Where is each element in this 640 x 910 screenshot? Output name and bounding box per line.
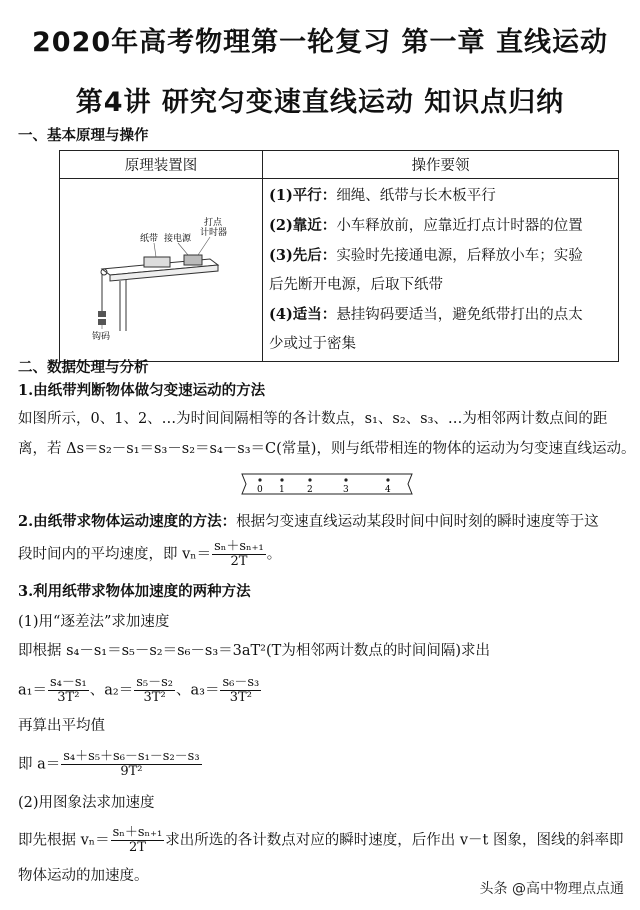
method2-line2: 物体运动的加速度。 (18, 868, 149, 884)
tick-label: 4 (385, 485, 391, 495)
method2-line1: 即先根据 vₙ＝ $\frac{\text{sₙ＋sₙ₊₁}}{2T}$ 求出所选的各计数点对应的瞬时速度，后作出 v－t 图象，图线的斜率即 (18, 825, 624, 855)
principle-table (59, 150, 619, 362)
method1-title: (1)用“逐差法”求加速度 (18, 614, 170, 630)
a1-fraction: $\frac{\text{s₄－s₁}}{\text{3T²}}$ (49, 675, 87, 705)
section-heading-2: 二、数据处理与分析 (18, 360, 149, 376)
label-tape: 纸带 (140, 234, 159, 244)
apparatus-diagram (60, 179, 260, 351)
method1-equation: 即根据 s₄－s₁＝s₅－s₂＝s₆－s₃＝3aT²(T为相邻两计数点的时间间隔)求出 (18, 643, 490, 659)
subsection-title-3: 3.利用纸带求物体加速度的两种方法 (18, 583, 251, 600)
page-subtitle: 第4讲 研究匀变速直线运动 知识点归纳 (75, 87, 565, 118)
a3-fraction: $\frac{\text{s₆－s₃}}{\text{3T²}}$ (222, 675, 260, 705)
avg-accel-fraction: $\frac{\text{s₄＋s₅＋s₆－s₁－s₂－s₃}}{\text{9T²}}$ (63, 749, 200, 779)
label-weight: 钩码 (92, 332, 111, 342)
tick-label: 1 (279, 485, 285, 495)
a2-fraction: $\frac{\text{s₅－s₂}}{\text{3T²}}$ (136, 675, 173, 705)
s1-paragraph-line1: 如图所示，0、1、2、…为时间间隔相等的各计数点，s₁、s₂、s₃、…为相邻两计数点间的距 (18, 411, 608, 427)
op-item: 后先断开电源，后取下纸带 (269, 277, 443, 293)
op-item: (3)先后：实验时先接通电源，后释放小车；实验 (269, 247, 583, 264)
op-item: (1)平行：细绳、纸带与长木板平行 (269, 187, 496, 204)
method2-fraction: $\frac{\text{sₙ＋sₙ₊₁}}{2T}$ (112, 825, 163, 855)
tick-label: 0 (257, 485, 263, 495)
s2-line1: 2.由纸带求物体运动速度的方法：根据匀变速直线运动某段时间中间时刻的瞬时速度等于这 (18, 513, 599, 530)
op-item: (4)适当：悬挂钩码要适当，避免纸带打出的点太 (269, 306, 583, 323)
subsection-title-2: 2.由纸带求物体运动速度的方法： (18, 513, 237, 530)
weight (98, 319, 106, 325)
table-header-right: 操作要领 (263, 151, 619, 179)
timer (184, 255, 202, 265)
s2-line2: 段时间内的平均速度，即 vₙ＝ $\frac{\text{sₙ＋sₙ₊₁}}{2T}$ 。 (18, 539, 282, 569)
tape-dot (386, 478, 389, 481)
accel-fractions: a₁＝ $\frac{\text{s₄－s₁}}{\text{3T²}}$ 、a₂＝ $\frac{\text{s₅－s₂}}{\text{3T²}}$ 、a₃＝ $\frac{\text{s₆－s₃}}{\text{3T²}}$ (18, 675, 260, 705)
label-timer: 打点 (204, 218, 223, 228)
tape-dot (344, 478, 347, 481)
tape-dot (258, 478, 261, 481)
section-heading-1: 一、基本原理与操作 (18, 128, 149, 144)
tape-diagram (238, 470, 416, 498)
apparatus-cell (60, 179, 263, 362)
method2-title: (2)用图象法求加速度 (18, 795, 155, 811)
ops-cell (263, 179, 619, 362)
label-power: 接电源 (164, 234, 192, 244)
s1-paragraph-line2: 离，若 Δs＝s₂－s₁＝s₃－s₂＝s₄－s₃＝C(常量)，则与纸带相连的物体的运动为匀变速直线运动。 (18, 441, 636, 457)
tick-label: 2 (307, 485, 313, 495)
tape-dot (280, 478, 283, 481)
tick-label: 3 (343, 485, 349, 495)
op-item: (2)靠近：小车释放前，应靠近打点计时器的位置 (269, 217, 583, 234)
subsection-title-1: 1.由纸带判断物体做匀变速运动的方法 (18, 382, 266, 399)
table-header-left: 原理装置图 (60, 151, 263, 179)
watermark: 头条 @高中物理点点通 (479, 881, 624, 897)
tape-dot (308, 478, 311, 481)
avg-formula: 即 a＝ $\frac{\text{s₄＋s₅＋s₆－s₁－s₂－s₃}}{\text{9T²}}$ (18, 749, 200, 779)
label-timer2: 计时器 (200, 228, 228, 238)
velocity-fraction: $\frac{\text{sₙ＋sₙ₊₁}}{2T}$ (214, 539, 264, 569)
avg-intro: 再算出平均值 (18, 718, 105, 734)
cart (144, 257, 170, 267)
op-item: 少或过于密集 (269, 336, 356, 352)
weight (98, 311, 106, 317)
page-title: 2020年高考物理第一轮复习 第一章 直线运动 (32, 27, 608, 58)
